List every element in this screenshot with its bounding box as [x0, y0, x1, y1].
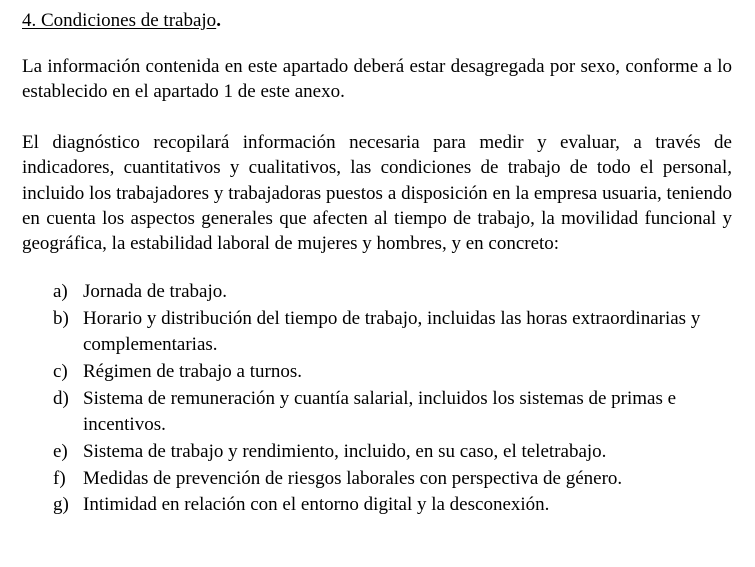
list-item-text: Intimidad en relación con el entorno digital y la desconexión.: [83, 494, 550, 516]
list-item: [22, 439, 703, 466]
diagnostic-paragraph: El diagnóstico recopilará información necesaria para medir y evaluar, a través de indicadores, cuantitativos y cualitativos, las condiciones de trabajo de todo el personal, incluido los trabajadores y trabajadoras puestos a disposición en la empresa usuaria, teniendo en cuenta los aspectos generales que afecten al tiempo de trabajo, la movilidad funcional y geográfica, la estabilidad laboral de mujeres y hombres, y en concreto:: [22, 131, 732, 255]
list-item-text: Medidas de prevención de riesgos laborales con perspectiva de género.: [83, 467, 623, 489]
list-item: [22, 492, 703, 519]
section-heading-period: .: [216, 10, 221, 31]
document-page: [22, 0, 732, 519]
list-item-letter: e): [53, 441, 68, 463]
section-heading: [22, 0, 732, 34]
list-item-letter: c): [53, 360, 68, 382]
section-heading-text: 4. Condiciones de trabajo: [22, 10, 217, 31]
list-item-text: Jornada de trabajo.: [83, 280, 228, 302]
list-item-text: Régimen de trabajo a turnos.: [83, 360, 302, 382]
list-item-text: Sistema de trabajo y rendimiento, incluido, en su caso, el teletrabajo.: [83, 441, 607, 463]
list-item-letter: d): [53, 387, 69, 409]
list-item: [22, 279, 703, 306]
list-item: [22, 306, 703, 359]
list-item-letter: a): [53, 280, 68, 302]
intro-paragraph: La información contenida en este apartado deberá estar desagregada por sexo, conforme a lo establecido en el apartado 1 de este anexo.: [22, 56, 732, 103]
list-item-text: Sistema de remuneración y cuantía salarial, incluidos los sistemas de primas e incentivos.: [83, 387, 677, 436]
list-item: [22, 386, 703, 439]
list-item: [22, 359, 703, 386]
list-item-text: Horario y distribución del tiempo de trabajo, incluidas las horas extraordinarias y complementarias.: [83, 307, 701, 356]
list-item-letter: f): [53, 467, 66, 489]
list-item-letter: g): [53, 494, 69, 516]
list-item-letter: b): [53, 307, 69, 329]
conditions-list: [22, 279, 732, 519]
list-item: [22, 466, 703, 493]
